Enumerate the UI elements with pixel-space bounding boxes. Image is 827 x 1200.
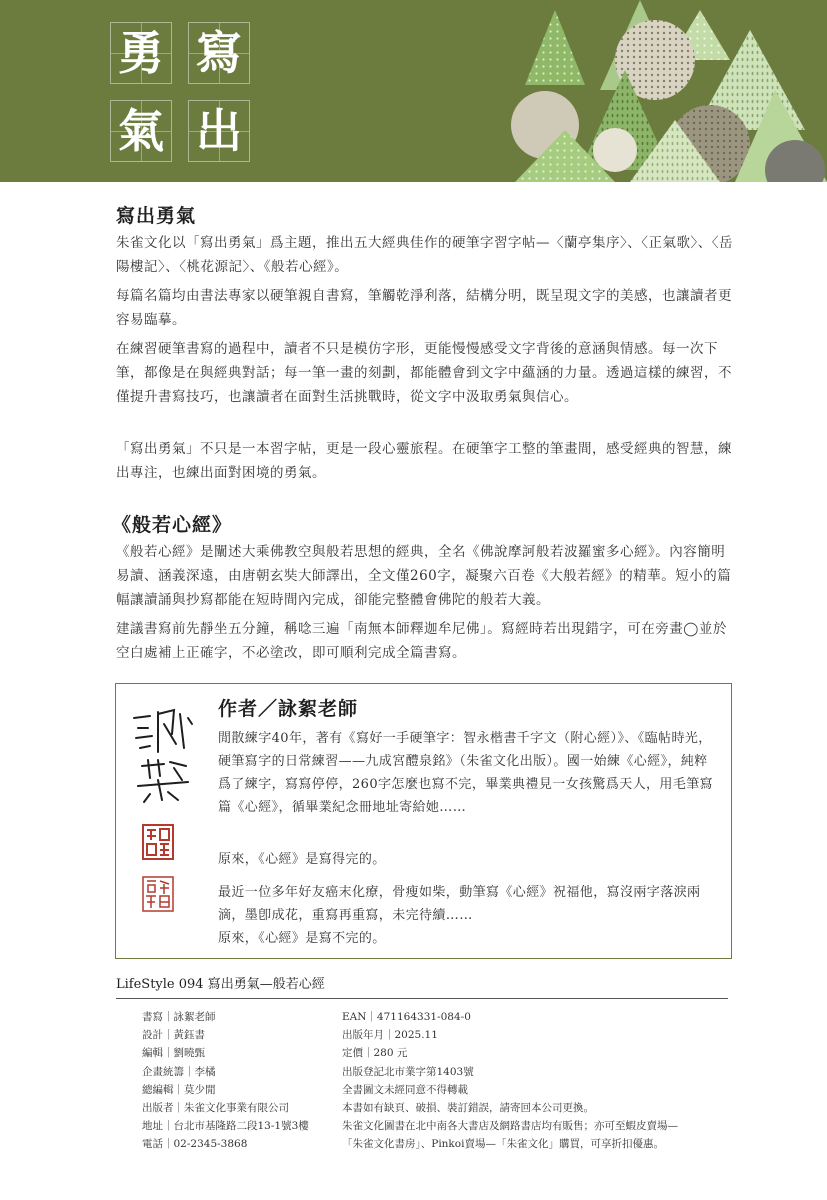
colophon-item: 出版登記北市業字第1403號	[342, 1065, 474, 1078]
colophon-item: 書寫｜詠絮老師	[142, 1011, 216, 1023]
forest-illustration	[505, 0, 827, 182]
sutra-paragraph: 《般若心經》是闡述大乘佛教空與般若思想的經典，全名《佛說摩訶般若波羅蜜多心經》。內容簡明易讀、涵義深遠，由唐朝玄奘大師譯出，全文僅260字，凝聚六百卷《大般若經》的精華。短小的篇幅讓讀誦與抄寫都能在短時間內完成，卻能完整體會佛陀的般若大義。	[116, 544, 732, 608]
author-title: 作者／詠絮老師	[218, 698, 359, 720]
colophon-left	[142, 1008, 309, 1154]
colophon-item: 本書如有缺頁、破損、裝訂錯誤，請寄回本公司更換。	[342, 1102, 594, 1115]
red-seal-stamp	[142, 824, 174, 860]
intro-paragraph: 「寫出勇氣」不只是一本習字帖，更是一段心靈旅程。在硬筆字工整的筆畫間，感受經典的智慧，練出專注，也練出面對困境的勇氣。	[116, 441, 732, 481]
section-heading-sutra: 《般若心經》	[112, 514, 233, 536]
colophon-right	[342, 1008, 678, 1154]
colophon-item: 出版者｜朱雀文化事業有限公司	[142, 1102, 289, 1115]
series-title: LifeStyle 094 寫出勇氣—般若心經	[116, 977, 325, 992]
red-seal-stamp	[142, 876, 174, 912]
header-banner	[0, 0, 827, 182]
colophon-item: 朱雀文化圖書在北中南各大書店及網路書店均有販售；亦可至蝦皮賣場—	[342, 1120, 678, 1133]
banner-char: 氣	[118, 104, 164, 158]
author-box	[115, 683, 732, 959]
author-paragraph: 原來，《心經》是寫不完的。	[218, 931, 386, 946]
author-paragraph: 原來，《心經》是寫得完的。	[218, 852, 386, 867]
colophon-item: 出版年月｜2025.11	[342, 1029, 438, 1042]
colophon-item: 電話｜02-2345-3868	[142, 1138, 248, 1151]
colophon-item: 地址｜台北市基隆路二段13-1號3樓	[142, 1120, 309, 1133]
colophon-item: 全書圖文未經同意不得轉載	[342, 1083, 468, 1096]
sutra-paragraph: 建議書寫前先靜坐五分鐘，稱唸三遍「南無本師釋迦牟尼佛」。寫經時若出現錯字，可在旁畫◯並於空白處補上正確字，不必塗改，即可順利完成全篇書寫。	[116, 621, 727, 661]
banner-char: 勇	[118, 26, 164, 80]
intro-paragraph: 在練習硬筆書寫的過程中，讀者不只是模仿字形，更能慢慢感受文字背後的意涵與情感。每一次下筆，都像是在與經典對話；每一筆一畫的刻劃，都能體會到文字中蘊涵的力量。透過這樣的練習，不僅提升書寫技巧，也讓讀者在面對生活挑戰時，從文字中汲取勇氣與信心。	[116, 341, 732, 405]
author-paragraph: 閒散練字40年，著有《寫好一手硬筆字：智永楷書千字文（附心經）》、《臨帖時光，硬筆寫字的日常練習——九成宮醴泉銘》（朱雀文化出版）。國一始練《心經》，純粹爲了練字，寫寫停停，260字怎麼也寫不完，畢業典禮見一女孩驚爲天人，用毛筆寫篇《心經》，循畢業紀念冊地址寄給她……	[218, 731, 714, 815]
colophon-item: 定價｜280 元	[342, 1047, 408, 1060]
colophon-item: 企畫統籌｜李橘	[142, 1065, 216, 1078]
intro-paragraph: 朱雀文化以「寫出勇氣」爲主題，推出五大經典佳作的硬筆字習字帖—〈蘭亭集序〉、〈正氣歌〉、〈岳陽樓記〉、〈桃花源記〉、《般若心經》。	[116, 235, 733, 275]
colophon-item: 「朱雀文化書房」、Pinkoi賣場—「朱雀文化」購買，可享折扣優惠。	[342, 1138, 664, 1151]
banner-title-grid	[110, 22, 250, 162]
intro-paragraph: 每篇名篇均由書法專家以硬筆親自書寫，筆觸乾淨利落，結構分明，既呈現文字的美感，也讓讀者更容易臨摹。	[116, 288, 732, 328]
colophon-item: 編輯｜劉曉甄	[142, 1047, 205, 1060]
colophon-item: 總編輯｜莫少閒	[142, 1083, 216, 1096]
colophon-item: 設計｜黃鈺書	[142, 1029, 205, 1042]
author-paragraph: 最近一位多年好友癌末化療，骨瘦如柴，動筆寫《心經》祝福他，寫沒兩字落淚兩滴，墨卽成花，重寫再重寫，未完待續……	[218, 885, 701, 923]
colophon-item: EAN｜471164331-084-0	[342, 1011, 471, 1023]
divider	[116, 998, 728, 999]
banner-char: 出	[196, 104, 242, 158]
author-signature	[128, 704, 198, 804]
section-heading-intro: 寫出勇氣	[116, 205, 197, 227]
banner-char: 寫	[196, 26, 242, 80]
